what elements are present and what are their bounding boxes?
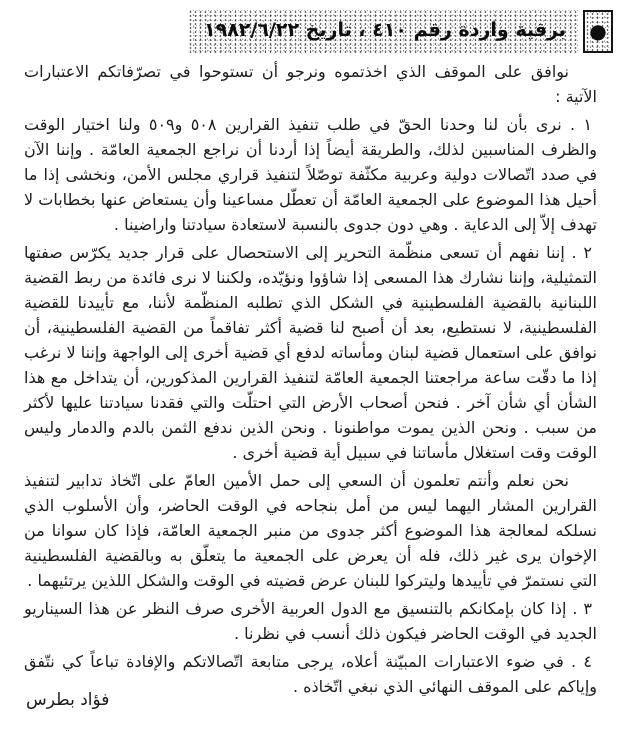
paragraph: ٢ . إننا نفهم أن تسعى منظّمة التحرير إلى الاستحصال على قرار جديد يكرّس صفتها التمثيلية، وإننا نشارك هذا المسعى إذا شاؤوا ونؤيّده، ولكننا لا نرى فائدة من ربط القضية اللبنانية بالقضية الفلسطينية في الشكل الذي تطلبه المنظّمة لأننا، مع تأييدنا للقضية الفلسطينية، لا نستطيع، بعد أن أصبح لنا قضية أكثر تفاقماً من القضية الفلسطينية، أن نوافق على استعمال قضية لبنان ومأساته لدفع أي قضية أخرى إلى الواجهة وإننا لا نرغب إذا ما دقّت ساعة مراجعتنا الجمعية العامّة لتنفيذ القرارين المذكورين، أن يتداخل مع هذا الشأن أي شأن آخر . فنحن أصحاب الأرض التي احتلّت والتي فقدنا سيادتنا عليها لأكثر من سبب . ونحن الذين يموت مواطنونا . ونحن الذين ندفع الثمن بالدم والدمار وليس الوقت وقت استغلال مأساتنا في سبيل أية قضية أخرى . (24, 243, 597, 462)
paragraph: نوافق على الموقف الذي اخذتموه ونرجو أن تستوحوا في تصرّفاتكم الاعتبارات الآتية : (24, 62, 597, 106)
bullet-box (583, 10, 613, 53)
bullet-icon: ● (589, 18, 607, 43)
paragraph: ٣ . إذا كان بإمكانكم بالتنسيق مع الدول العربية الأخرى صرف النظر عن هذا السيناريو الجديد في الوقت الحاضر فيكون ذلك أنسب في نظرنا . (24, 599, 597, 643)
paragraph: نحن نعلم وأنتم تعلمون أن السعي إلى حمل الأمين العامّ على اتّخاذ تدابير لتنفيذ القرارين المشار اليهما ليس من أمل بنجاحه في الوقت الحاضر، وأن الأسلوب الذي نسلكه لمعالجة هذا الموضوع أكثر جدوى من منبر الجمعية العامّة، فإذا كان سوانا من الإخوان يرى غير ذلك، فله أن يعرض على الجمعية ما يتعلّق به وبالقضية الفلسطينية التي نستمرّ في تأييدها وليتركوا للبنان عرض قضيته في الوقت والشكل اللذين يرتئيهما . (24, 471, 597, 590)
telegram-header-title: برقية واردة رقم ٤١٠ ، تاريخ ١٩٨٢/٦/٢٢ (188, 10, 578, 53)
paragraph: ٤ . في ضوء الاعتبارات المبيّنة أعلاه، يرجى متابعة اتّصالاتكم والإفادة تباعاً كي نتّفق وإياكم على الموقف النهائي الذي نبغي اتّخاذه . (24, 652, 597, 696)
paragraph: ١ . نرى بأن لنا وحدنا الحقّ في طلب تنفيذ القرارين ٥٠٨ و٥٠٩ ولنا اختيار الوقت والظرف المناسبين لذلك، والطريقة أيضاً إذا أردنا أن نراجع الجمعية العامّة . وإننا الآن في صدد اتّصالات دولية وعربية مكثّفة توصّلاً لتنفيذ قراري مجلس الأمن، ونخشى إذا ما أحيل هذا الموضوع على الجمعية العامّة أن تعطّل مساعينا وأن يستعاض عنها بخطابات لا تهدف إلاّ إلى الدعاية . وهي دون جدوى بالنسبة لاستعادة سيادتنا واراضينا . (24, 115, 597, 234)
document-body (24, 59, 597, 702)
telegram-header (188, 10, 613, 53)
signature: فؤاد بطرس (26, 690, 110, 710)
